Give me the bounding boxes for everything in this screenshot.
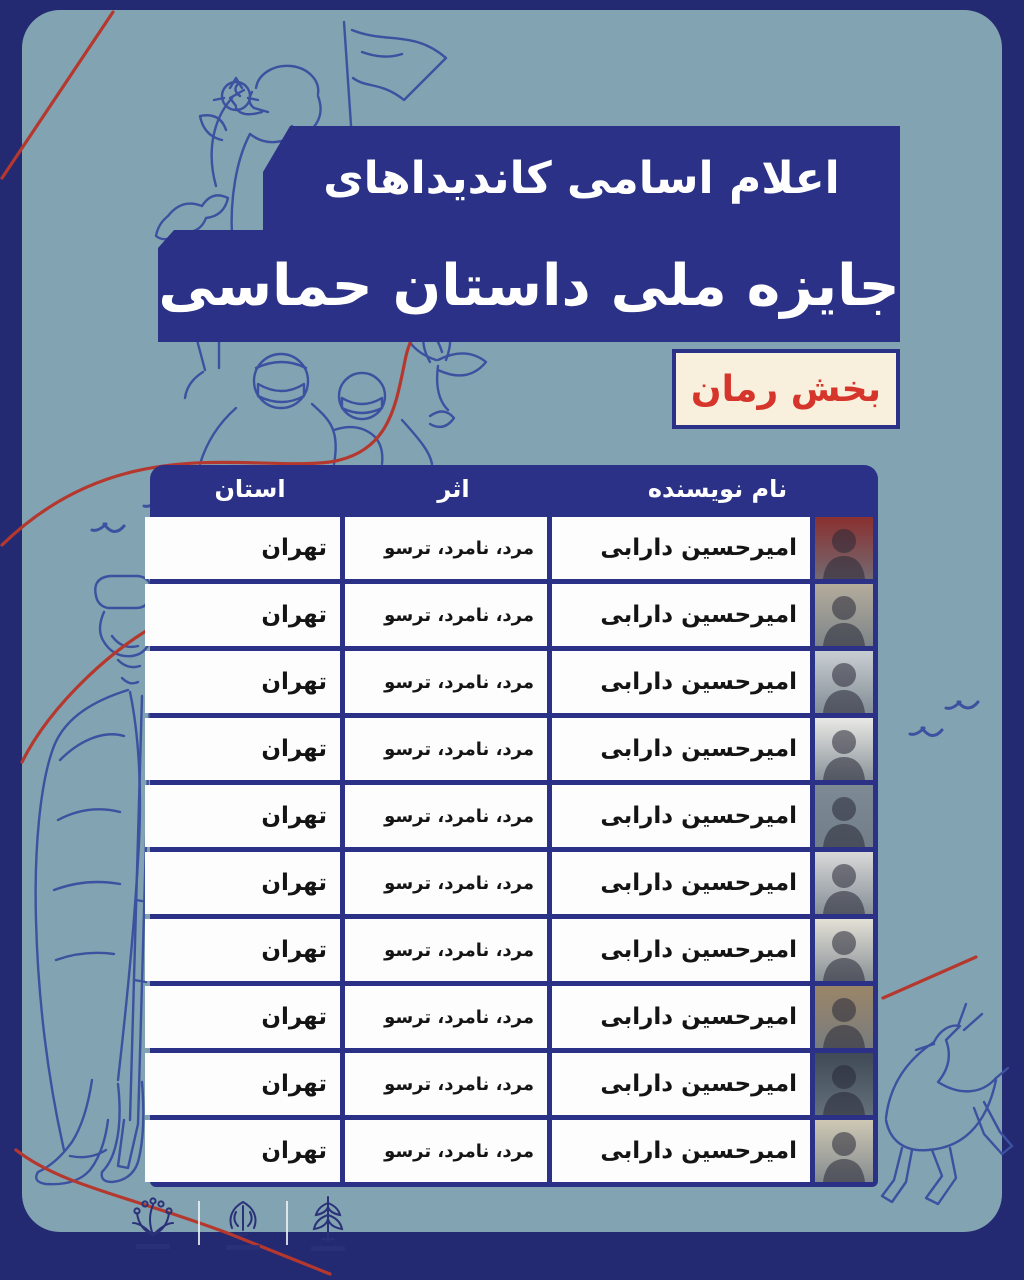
work-title-cell: مرد، نامرد، ترسو	[345, 1120, 547, 1182]
work-title-cell: مرد، نامرد، ترسو	[345, 852, 547, 914]
work-title-cell: مرد، نامرد، ترسو	[345, 517, 547, 579]
author-name-cell: امیرحسین دارابی	[552, 785, 810, 847]
person-silhouette-icon	[815, 919, 873, 981]
logo-caption-bar	[136, 1244, 170, 1249]
logo-caption-bar	[226, 1245, 260, 1250]
province-cell: تهران	[145, 1053, 340, 1115]
province-cell: تهران	[145, 517, 340, 579]
author-photo	[815, 986, 873, 1048]
province-cell: تهران	[145, 852, 340, 914]
author-name-cell: امیرحسین دارابی	[552, 986, 810, 1048]
author-photo	[815, 584, 873, 646]
author-photo	[815, 1053, 873, 1115]
author-photo	[815, 785, 873, 847]
person-silhouette-icon	[815, 651, 873, 713]
work-title-cell: مرد، نامرد، ترسو	[345, 785, 547, 847]
author-photo	[815, 852, 873, 914]
person-silhouette-icon	[815, 1120, 873, 1182]
province-cell: تهران	[145, 785, 340, 847]
author-name-cell: امیرحسین دارابی	[552, 584, 810, 646]
candidates-table	[150, 465, 878, 1187]
table-header	[150, 465, 878, 512]
author-photo	[815, 919, 873, 981]
cypress-tree-icon	[308, 1195, 348, 1243]
table-body	[150, 512, 878, 1187]
section-badge: بخش رمان	[672, 349, 900, 429]
work-title-cell: مرد، نامرد، ترسو	[345, 584, 547, 646]
footer-logos	[128, 1190, 348, 1256]
person-silhouette-icon	[815, 584, 873, 646]
logo-caption-bar	[311, 1246, 345, 1251]
province-cell: تهران	[145, 651, 340, 713]
author-name-cell: امیرحسین دارابی	[552, 517, 810, 579]
work-title-cell: مرد، نامرد، ترسو	[345, 1053, 547, 1115]
person-silhouette-icon	[815, 852, 873, 914]
header-author: نام نویسنده	[647, 474, 788, 503]
work-title-cell: مرد، نامرد، ترسو	[345, 919, 547, 981]
person-silhouette-icon	[815, 1053, 873, 1115]
publisher-cypress-logo	[308, 1195, 348, 1251]
person-silhouette-icon	[815, 785, 873, 847]
author-name-cell: امیرحسین دارابی	[552, 718, 810, 780]
author-name-cell: امیرحسین دارابی	[552, 1053, 810, 1115]
province-cell: تهران	[145, 584, 340, 646]
author-photo	[815, 651, 873, 713]
person-silhouette-icon	[815, 718, 873, 780]
province-cell: تهران	[145, 1120, 340, 1182]
ministry-emblem-logo	[220, 1196, 266, 1250]
iran-emblem-icon	[220, 1196, 266, 1242]
peacock-emblem-icon	[128, 1197, 178, 1241]
author-photo	[815, 517, 873, 579]
province-cell: تهران	[145, 919, 340, 981]
author-name-cell: امیرحسین دارابی	[552, 852, 810, 914]
province-cell: تهران	[145, 986, 340, 1048]
work-title-cell: مرد، نامرد، ترسو	[345, 651, 547, 713]
poster-title-line1: اعلام اسامی کاندیداهای	[323, 152, 840, 204]
header-province: استان	[214, 474, 286, 503]
province-cell: تهران	[145, 718, 340, 780]
work-title-cell: مرد، نامرد، ترسو	[345, 986, 547, 1048]
header-work: اثر	[437, 474, 470, 503]
author-name-cell: امیرحسین دارابی	[552, 919, 810, 981]
logo-separator	[286, 1201, 288, 1245]
arts-center-logo	[128, 1197, 178, 1249]
work-title-cell: مرد، نامرد، ترسو	[345, 718, 547, 780]
poster-title-line2: جایزه ملی داستان حماسی	[158, 253, 900, 319]
logo-separator	[198, 1201, 200, 1245]
author-name-cell: امیرحسین دارابی	[552, 651, 810, 713]
person-silhouette-icon	[815, 986, 873, 1048]
author-photo	[815, 718, 873, 780]
author-name-cell: امیرحسین دارابی	[552, 1120, 810, 1182]
person-silhouette-icon	[815, 517, 873, 579]
author-photo	[815, 1120, 873, 1182]
